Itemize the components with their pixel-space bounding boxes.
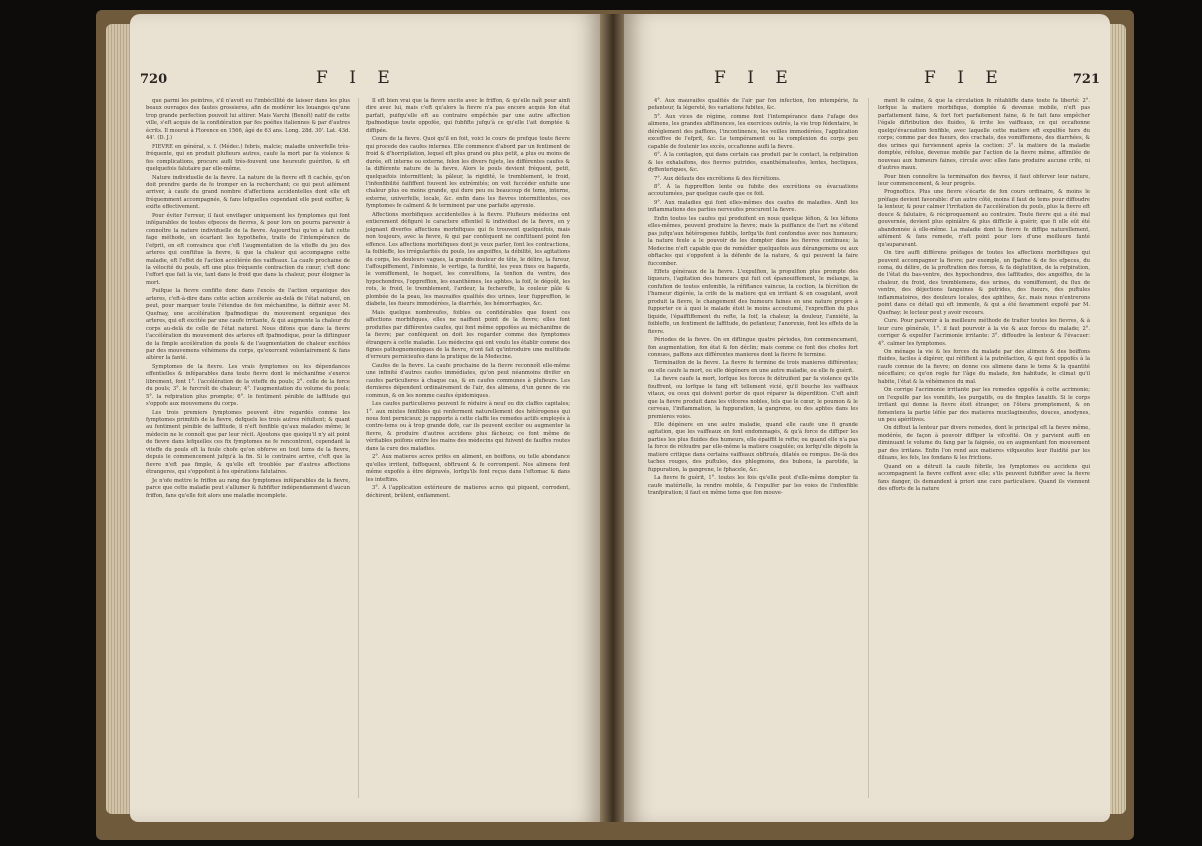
paragraph: Caufes de la fievre. La caufe prochaine de la fievre reconnoît elle-même une infinité d'autres caufes immédiates, qu'on peut néanmoins divifer en caufes particulieres à chaque cas, & en caufes communes à plufieurs. Les dernieres dépendent ordinairement de l'air, des alimens, d'un genre de vie commun, & on les nomme caufes épidemiques. [366, 362, 570, 399]
right-running-title-2: F I E [924, 68, 1006, 88]
paragraph: Je n'ofe mettre le friffon au rang des fymptomes inféparables de la fievre, parce que cette maladie peut s'allumer & fubfifter indépendamment d'aucun friffon, fans qu'elle foit alors une maladie incomplete. [146, 477, 350, 499]
paragraph: On tire auffi différens préfages de toutes les affections morbifiques qui peuvent accompagner la fievre; par exemple, un fpafme & de fes efpeces, du coma, du délire, de la proftration des forces, & fa déglutition, de la refpiration, de l'état du bas-ventre, des hypochondres, des laffitudes, des angoiffes, de la chaleur, du froid, des tremblemens, des urines, du vomiffement, du flux de ventre, des déjections fanguines & putrides, des fueurs, des puftules inflammatoires, des douleurs locales, des aphthes, &c. mais nous n'entrerons point dans ce détail qui eft immenfe, & qui a été favamment expofé par M. Quefnay; le lecteur peut y avoir recours. [878, 250, 1090, 316]
paragraph: 6°. À la contagion, qui dans certain cas produit par le contact, la refpiration & les exhalaifons, des fievres putrides, exanthémateufes, lentes, hectiques, dyffenteriques, &c. [648, 152, 858, 174]
paragraph: On ménage la vie & les forces du malade par des alimens & des boiffons fluides, faciles à digérer, qui réfiftent à la putréfaction, & qui font oppofés à la caufe connue de la fievre; on donne ces alimens dans le tems & la quantité néceffaire; ce qu'on regle fur l'âge du malade, fon habitude, le climat qu'il habite, l'état & la véhémence du mal. [878, 348, 1090, 385]
paragraph: FIEVRE en général, s. f. (Médec.) febris, malcie; maladie univerfelle très-fréquente, qui en produit plufieurs autres, caufe la mort par fa violence & fes complications, procure aufli très-fouvent une heureufe guérifon, & eft quelquefois falutaire par elle-même. [146, 143, 350, 173]
book-gutter [600, 14, 626, 822]
left-page [130, 14, 602, 822]
paragraph: 5°. Aux vices de régime, comme font l'intempérance dans l'ufage des alimens, les grandes abftinences, les exercices outrés, la vie trop fédentaire, le déréglement des paffions, l'incontinence, les veilles immodérées, l'application exceffive de l'efprit, &c. Le tempérament ou la complexion du corps peu capable de foutenir les excès, occafionne aufli la fievre. [648, 113, 858, 150]
left-running-title: F I E [316, 68, 398, 88]
paragraph: que parmi les peintres, s'il n'avoit eu l'imbécillité de laisser dans les plus beaux ouvrages des fautes grossieres, afin de modérer les louanges qu'une trop grande perfection pouvoit lui attirer. Mais Varchi (Benoît) natif de cette ville, s'eft acquis de la confidération par fes poéfies italiennes & par d'autres écrits. Il mourut à Florence en 1566, âgé de 63 ans. Long. 28d. 30'. Lat. 43d. 44'. (D. J.) [146, 98, 350, 142]
paragraph: 3°. À l'application extérieure de matieres acres qui piquent, corrodent, déchirent, brûlent, enflamment. [366, 485, 570, 499]
paragraph: Périodes de la fievre. On en diftingue quatre périodes, fon commencement, fon augmentation, fon état & fon déclin; mais comme ce font des chofes fort connues, paffons aux différentes manieres dont la fievre fe termine. [648, 337, 858, 358]
paragraph: Nature individuelle de la fievre. La nature de la fievre eft fi cachée, qu'on doit prendre garde de fe tromper en la recherchant; ce qui peut aifément arriver, à caufe du grand nombre d'affections accidentelles dont elle eft fréquemment accompagnée, & fans lefquelles cependant elle peut exifter, & exifte effectivement. [146, 174, 350, 211]
paragraph: Prognoftics. Plus une fievre s'écarte de fon cours ordinaire, & moins le préfage devient favorable: d'un autre côté, moins il faut de tems pour diffoudre la lenteur, & pour calmer l'irritation de l'accélération du pouls, plus la fievre eft douce & falutaire, & réciproquement au contraire. Toute fievre qui a été mal gouvernée, devient plus opiniâtre & plus difficile à guérir, que fi elle eût été abandonnée à elle-même. La maladie dont la fievre fe diffipe naturellement, aifément & fans remede, n'eft point pour lors d'une meilleure fanté qu'auparavant. [878, 189, 1090, 248]
left-page-number: 720 [140, 72, 168, 87]
paragraph: Terminaifon de la fievre. La fievre fe termine de trois manieres différentes; ou elle caufe la mort, ou elle dégénere en une autre maladie, ou elle fe guérit. [648, 360, 858, 374]
right-column-1 [648, 98, 858, 499]
right-page-number: 721 [1072, 72, 1100, 87]
right-page-header [624, 68, 1110, 92]
paragraph: Pour éviter l'erreur, il faut envifager uniquement les fymptomes qui font inféparables de toutes efpeces de fievres, & pour lors on pourra parvenir à connoître la nature individuelle de la fievre. Aujourd'hui qu'on a fait cette fage méthode, en écartant les hypothefes, traits de l'intempérance de l'efprit, on eft convaincu que c'eft l'augmentation de la viteffe du jeu des arteres qui conftitue la fievre, & que la chaleur qui accompagne cette maladie, eft l'effet de l'action accélérée des vaiffeaux. La caufe prochaine de la vélocité du pouls, eft une plus fréquente contraction du cœur; c'eft donc l'effort que fait la vie, tant dans le froid que dans la chaleur, pour éloigner la mort. [146, 212, 350, 286]
paragraph: On diffout la lenteur par divers remedes, dont le principal eft la fievre même, modérée, de façon à pouvoir diffiper la vifcofité. On y parvient auffi en diminuant le volume du fang par la faignée, ou en augmentant fon mouvement par des irritans. Enfin l'on rend aux matieres vifqueufes leur fluidité par les diluans, les fels, les fondans & les frictions. [878, 425, 1090, 462]
paragraph: 9°. Aux maladies qui font elles-mêmes des caufes de maladies. Ainfi les inflammations des parties nerveufes procurent la fievre. [648, 199, 858, 214]
left-page-header [130, 68, 602, 92]
paragraph: Les trois premiers fymptomes peuvent être regardés comme les fymptomes primitifs de la fievre, defquels les trois autres réfultent; & quant au fentiment pénible de laffitude, il n'eft fenfible qu'aux malades même; le médecin ne le connoît que par leur récit. Ajoutons que quoiqu'il n'y ait point de fievre dans lefquelles ces fix fymptomes ne fe rencontrent, cependant la viteffe du pouls eft la feule chofe qu'on obferve en tout tems de la fievre, depuis le commencement jufqu'à la fin. Si le contraire arrive, c'eft que la fievre n'eft pas fimple, & qu'elle eft troublée par d'autres affections étrangeres, qui s'oppofent à fes opérations falutaires. [146, 409, 350, 476]
paragraph: Puifque la fievre confifte donc dans l'excès de l'action organique des arteres, c'eft-à-dire dans cette action accélerée au-delà de l'état naturel, on peut, pour marquer toute l'étendue de fon méchanifme, la définir avec M. Quefnay, une accélération fpafmodique du mouvement organique des arteres, qui eft excitée par une caufe irritante, & qui augmente la chaleur du corps au-delà de celle de l'état naturel. Nous difons que dans la fievre l'accélération du mouvement des arteres eft fpafmodique, pour la diftinguer de la fimple accélération du pouls & de l'augmentation de chaleur excitées par des mouvemens véhémens du corps, qu'exercent volontairement & fans altérer la fanté. [146, 288, 350, 362]
paragraph: Quand on a détruit la caufe fébrile, les fymptomes ou accidens qui accompagnent la fievre ceffent avec elle; s'ils peuvent fubfifter avec la fievre fans danger, ils demandent à priori une cure particuliere. Quand ils viennent des efforts de la nature [878, 463, 1090, 493]
right-running-title: F I E [714, 68, 796, 88]
left-column-2 [366, 98, 570, 501]
left-column-1 [146, 98, 350, 501]
paragraph: Enfin toutes les caufes qui produifent en nous quelque léfion, & les léfions elles-mêmes, peuvent produire la fievre; mais la puiffance de l'art ne s'étend pas jufqu'aux hétérogenes fubtils, lorfqu'ils font confondus avec nos humeurs; la nature feule a le pouvoir de les dompter dans les fievres continues; la Medecine n'eft capable que de remédier quelquefois aux dérangemens ou aux obftacles qui s'oppofent à la défenfe de la nature, & qui peuvent la faire fuccomber. [648, 215, 858, 267]
right-column-2 [878, 98, 1090, 495]
paragraph: On corrige l'acrimonie irritante par les remedes oppofés à cette acrimonie; on l'expulfe par les vomitifs, les purgatifs, ou de fimples laxatifs. Si le corps irritant qui donne la fievre étoit étranger, on l'ôtera promptement, & on fomentera la partie léfée par des matieres mucilagineufes, douces, anodynes, un peu apéritives. [878, 387, 1090, 424]
paragraph: La fievre caufe la mort, lorfque les forces fe détruifent par fa violence qu'ils fouffrent, ou lorfque le fang eft tellement vicié, qu'il bouche les vaiffeaux vitaux, ou ceux qui doivent porter de quoi réparer la déperdition. C'eft ainfi que la fievre produit dans les vifceres nobles, tels que le cœur, le poumon & le cerveau, l'inflammation, la fuppuration, la gangrene, ou des aphtes dans les premieres voies. [648, 376, 858, 420]
paragraph: Il eft bien vrai que la fievre excite avec le friffon, & qu'elle naît pour ainfi dire avec lui, mais c'eft qu'alors la fievre n'a pas encore acquis fon état parfait, puifqu'elle eft au contraire empêchée par une autre affection fpafmodique toute oppofée, qui fubfifte jufqu'à ce qu'elle l'ait domptée & diffipée. [366, 98, 570, 134]
paragraph: Pour bien connoître la terminaifon des fievres, il faut obferver leur nature, leur commencement, & leur progrès. [878, 173, 1090, 187]
left-page-edges [106, 24, 132, 814]
paragraph: Affections morbifiques accidentelles à la fievre. Plufieurs médecins ont entierement défiguré le caractere effentiel & individuel de la fievre, en y joignant diverfes affections morbifiques qui fe trouvent quelquefois, mais non toujours, avec la fievre, & qui par conféquent ne conftituent point fon effence. Les affections morbifiques dont je veux parler, font les contractions, la foibleffe, les irrégularités du pouls, les angoiffes, la débilité, les agitations du corps, les douleurs vagues, la grande douleur de tête, le délire, la fureur, l'affoupiffement, l'infomnie, le vertige, la furdité, les yeux fixes ou hagards, le vomiffement, le hoquet, les convulfions, la tenfion du ventre, des hypochondres, l'oppreffion, les exanthèmes, les aphtes, la foif, le dégoût, les rots, le froid, le tremblement, l'ardeur, la fechereffe, la couleur pâle & plombée de la peau, les mauvaifes qualités des urines, leur fuppreffion, le diabete, les fueurs immodérées, la diarrhée, les hémorrhagies, &c. [366, 211, 570, 308]
column-rule [358, 98, 359, 798]
paragraph: Les caufes particulieres peuvent fe réduire à neuf ou dix claffes capitales; 1°. aux mixtes fenfibles qui renferment naturellement des hétérogenes qui nous font pernicieux; je rapporte à cette claffe les remedes actifs employés à contre-tems ou à trop grande dofe, car ils peuvent exciter ou augmenter la fievre, & produire d'autres accidens plus fâcheux; ce font même de véritables poifons entre les mains des médecins qui fuivent de fauffes routes dans la cure des maladies. [366, 401, 570, 452]
paragraph: La fievre fe guérit, 1°. toutes les fois qu'elle peut d'elle-même dompter fa caufe matérielle, la rendre mobile, & l'expulfer par les voies de l'infenfible tranfpiration; il faut en même tems que fon mouve- [648, 475, 858, 497]
paragraph: 8°. À la fuppreffion lente ou fubite des excrétions ou évacuations accoutumées, par quelque caufe que ce foit. [648, 183, 858, 198]
paragraph: 4°. Aux mauvaifes qualités de l'air par fon infection, fon intempérie, fa pefanteur, fa légereté, fes variations fubites, &c. [648, 98, 858, 112]
paragraph: Symptomes de la fievre. Les vrais fymptomes ou les dépendances effentielles & inféparables dans toute fievre dont le méchanifme s'exerce librement, font 1°. l'accélération de la viteffe du pouls; 2°. celle de la force du pouls; 3°. le furcroît de chaleur; 4°. l'augmentation du volume du pouls; 5°. la refpiration plus prompte; 6°. le fentiment pénible de laffitude qui s'oppofe aux mouvemens du corps. [146, 363, 350, 408]
paragraph: Cure. Pour parvenir à la meilleure méthode de traiter toutes les fievres, & à leur cure générale, 1°. il faut pourvoir à la vie & aux forces du malade; 2°. corriger & expulfer l'acrimonie irritante: 3°. diffoudre la lenteur & l'évacuer: 4°. calmer les fymptomes. [878, 318, 1090, 347]
paragraph: Mais quelque nombreufes, foibles ou confidérables que foient ces affections morbifiques, elles ne naiffent point de la fievre; elles font produites par différentes caufes, qui font même oppofées au méchanifme de la fievre; par conféquent on doit les regarder comme des fymptomes étrangers à cette maladie. Les médecins qui ont voulu les établir comme des fignes pathognomoniques de la fievre, n'ont fait qu'introduire une multitude d'erreurs pernicieufes dans la pratique de la Medecine. [366, 309, 570, 361]
paragraph: Cours de la fievre. Quoi qu'il en foit, voici le cours de prefque toute fievre qui procede des caufes internes. Elle commence d'abord par un fentiment de froid & d'horripilation, lequel eft plus grand ou plus petit, a plus ou moins de durée, eft interne ou externe, felon les divers fujets, les différentes caufes & la différente nature de la fievre. Alors le pouls devient fréquent, petit, quelquefois intermittent; la pâleur, la rigidité, le tremblement, le froid, l'infenfibilité faififfent fouvent les extrémités; on voit fuccéder enfuite une chaleur plus ou moins grande, qui dure peu ou beaucoup de tems, interne, externe, univerfelle, locale, &c. enfin dans les fievres intermittentes, ces fymptomes fe calment & fe terminent par une parfaite apyrexie. [366, 136, 570, 210]
paragraph: 7°. Aux défauts des excrétions & des fécrétions. [654, 175, 781, 182]
right-page [624, 14, 1110, 822]
paragraph: 2°. Aux matieres acres prifes en aliment, en boiffons, ou telle abondance qu'elles irritent, fuffoquent, obftruent & fe corrompent. Nos alimens font même expofés à être dépravés, lorfqu'ils font reçus dans l'eftomac & dans les inteftins. [366, 454, 570, 483]
column-rule [868, 98, 869, 798]
paragraph: Elle dégénere en une autre maladie, quand elle caufe une fi grande agitation, que les vaiffeaux en font endommagés, & qu'à force de diffiper les parties les plus fluides des humeurs, elle épaiffit le refte; ou quand elle n'a pas la force de réfoudre par elle-même la matiere coagulée; ou lorfqu'elle dépofe la matiere critique dans certains vaiffeaux obftrués, dilatés ou rompus. De-là des taches rouges, des puftules, des phlegmons, des bubons, la parotide, la fuppuration, la gangrene, le fphacele, &c. [648, 422, 858, 473]
paragraph: Effets généraux de la fievre. L'expulfion, la propulfion plus prompte des liqueurs, l'agitation des humeurs qui fuit cet épanouiffement, le mélange, la confufion de toutes enfemble, la réfiftance vaincue, la coction, la fécrétion de l'humeur digérée, la crife de la matiere qui en irritant & en coagulant, avoit produit la fievre, le changement des humeurs faines en une nature propre à fupporter ce à quoi le malade étoit le moins accoutumé, l'expreffion du plus liquide, l'épaiffiffement du refte, la foif, la chaleur, la douleur, l'anxiété, la foibleffe, un fentiment de laffitude, de pefanteur, l'anorexie, font les effets de la fievre. [648, 268, 858, 335]
paragraph: ment fe calme, & que la circulation fe rétabliffe dans toute fa liberté: 2°. lorfque la matiere morbifique, domptée & devenue mobile, n'eft pas parfaitement faine, & fort fort parfaitement faine, & fe fait fans empêcher l'égale diftribution des fluides, & irrite les vaiffeaux, ce qui occafionne quelqu'évacuation fenfible, avec laquelle cette matiere eft expulfée hors du corps; comme par des fueurs, des crachats, des vomiffemens, des diarrhées, & des urines qui furviennent après la coction: 3°. la matiere de la maladie domptée, réfolue, devenue mobile par l'action de la fievre même, affimilée de nouveau aux humeurs faines, circule avec elles fans produire aucune crife, ni d'autres maux. [878, 98, 1090, 172]
